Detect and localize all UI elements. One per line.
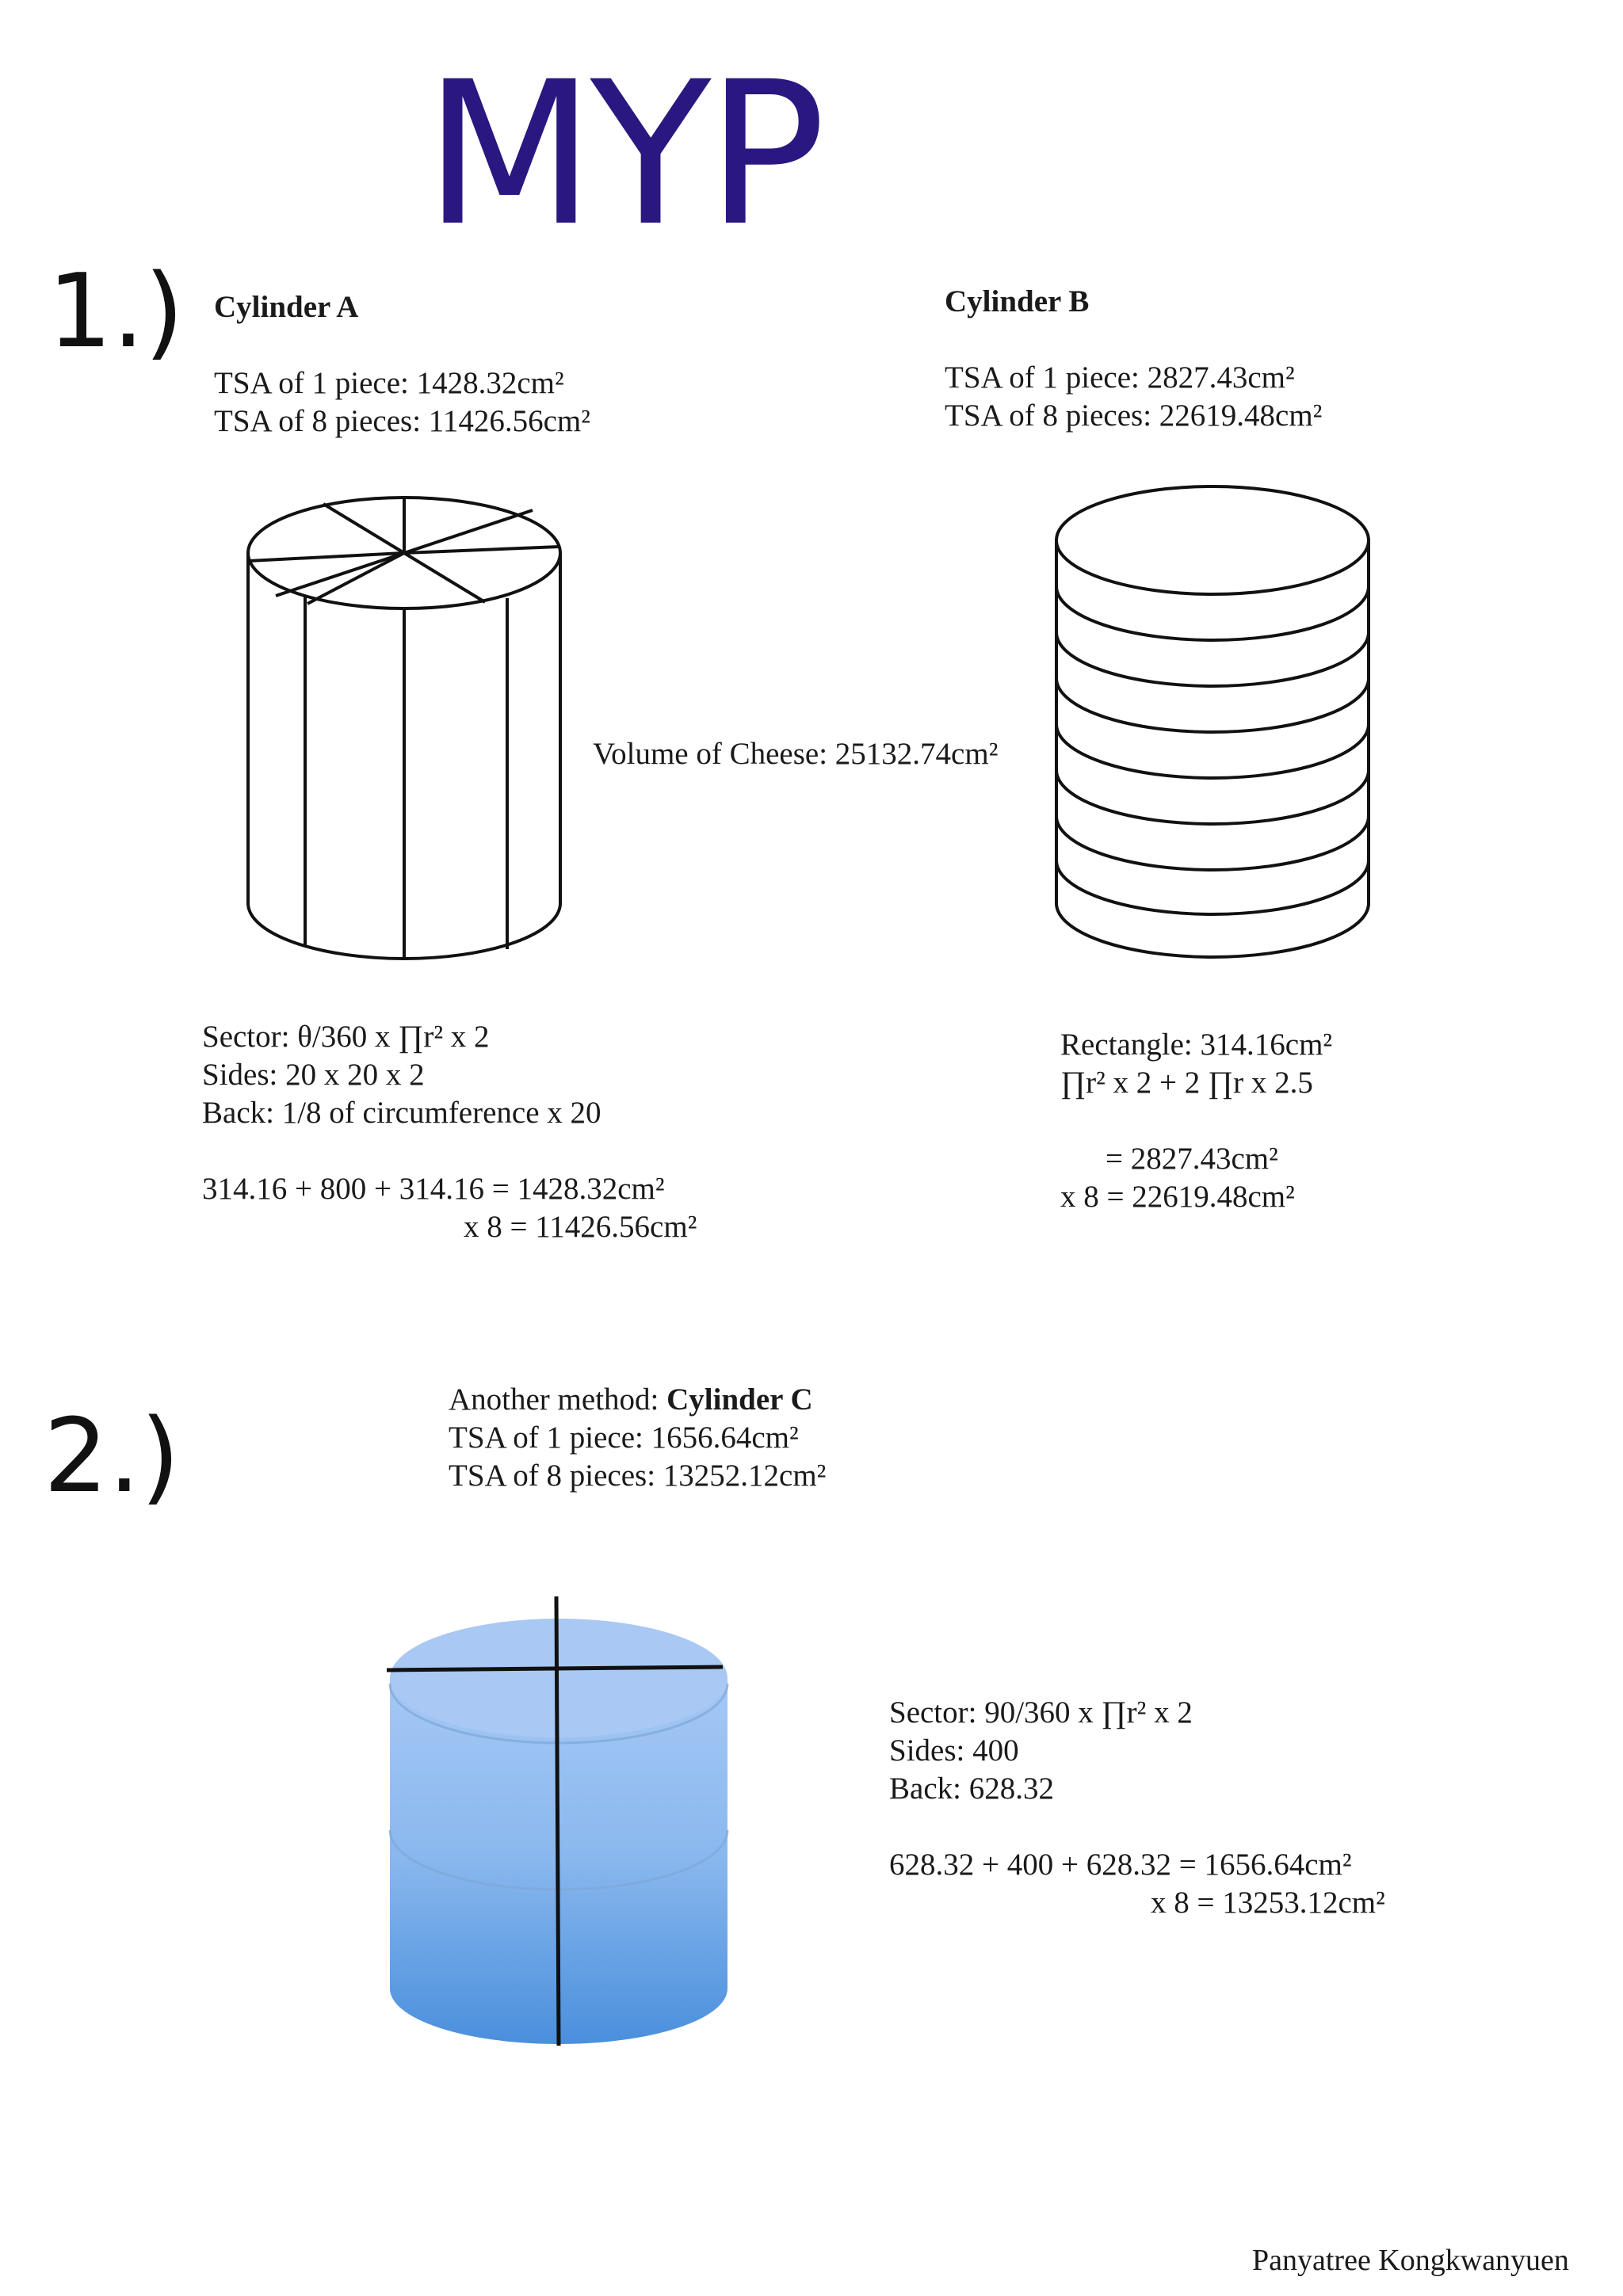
cylinder-c-work-line: Back: 628.32 [889,1772,1054,1806]
volume-of-cheese: Volume of Cheese: 25132.74cm² [593,737,999,771]
cylinder-a-tsa-eight: TSA of 8 pieces: 11426.56cm² [214,404,590,438]
section-number-2: 2.) [44,1398,181,1516]
cylinder-b-work-line: Rectangle: 314.16cm² [1060,1028,1333,1062]
cylinder-a-work-line [202,1132,665,1170]
cylinder-c-work-line [889,1808,1352,1846]
cylinder-b-heading: Cylinder B [945,284,1090,318]
cylinder-a-drawing [238,475,571,967]
cylinder-c-drawing [380,1592,729,2052]
cylinder-b-work-line: ∏r² x 2 + 2 ∏r x 2.5 [1060,1066,1313,1100]
cylinder-a-work-total: x 8 = 11426.56cm² [464,1210,697,1244]
cylinder-a-work-line: Sides: 20 x 20 x 2 [202,1058,425,1092]
cylinder-c-heading: Cylinder C [666,1383,813,1417]
cylinder-c-tsa-one: TSA of 1 piece: 1656.64cm² [449,1421,799,1455]
cylinder-c-working [889,1694,1352,1884]
cylinder-a-heading: Cylinder A [214,290,359,324]
page-title: MYP [424,39,822,269]
cylinder-b-work-total: x 8 = 22619.48cm² [1060,1180,1295,1214]
cylinder-a-tsa-one: TSA of 1 piece: 1428.32cm² [214,366,564,400]
section-number-1: 1.) [48,253,185,371]
cylinder-a-work-line: 314.16 + 800 + 314.16 = 1428.32cm² [202,1172,665,1206]
author-name: Panyatree Kongkwanyuen [1252,2244,1569,2277]
cylinder-b-drawing [1046,475,1379,967]
method-prefix: Another method: [449,1383,667,1417]
cylinder-c-work-total: x 8 = 13253.12cm² [1151,1886,1385,1920]
cylinder-a-working [202,1018,665,1208]
cylinder-a-work-line: Back: 1/8 of circumference x 20 [202,1096,601,1130]
cylinder-c-method [449,1381,813,1419]
cylinder-b-tsa-one: TSA of 1 piece: 2827.43cm² [945,360,1295,395]
cylinder-b-tsa-eight: TSA of 8 pieces: 22619.48cm² [945,399,1323,433]
cylinder-b-result: = 2827.43cm² [1106,1142,1278,1176]
cylinder-b-working [1060,1026,1332,1102]
cylinder-c-work-line: Sides: 400 [889,1733,1019,1768]
cylinder-a-work-line: Sector: θ/360 x ∏r² x 2 [202,1020,490,1054]
cylinder-c-work-line: 628.32 + 400 + 628.32 = 1656.64cm² [889,1848,1352,1882]
cylinder-c-work-line: Sector: 90/360 x ∏r² x 2 [889,1695,1193,1730]
cylinder-c-tsa-eight: TSA of 8 pieces: 13252.12cm² [449,1459,827,1493]
